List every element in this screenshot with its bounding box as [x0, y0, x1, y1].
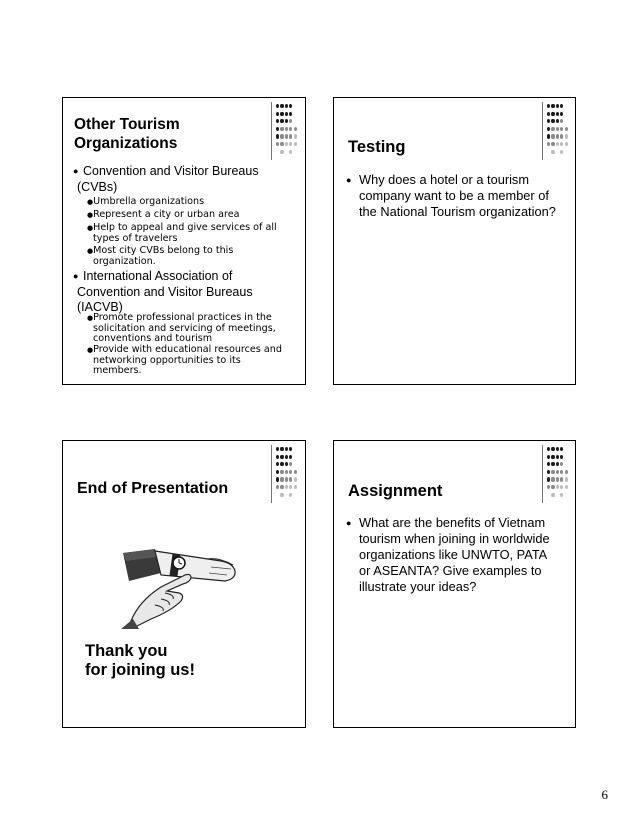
- closing-line-2: for joining us!: [85, 661, 195, 679]
- decorative-dot: [280, 112, 283, 116]
- decorative-dot: [289, 104, 292, 108]
- decorative-dot: [556, 455, 559, 459]
- decorative-dot: [289, 462, 292, 466]
- decorative-dot: [276, 142, 279, 146]
- decorative-divider-line: [271, 445, 272, 503]
- decorative-dot: [289, 455, 292, 459]
- subbullet-help-appeal: ●Help to appeal and give services of all types of travelers: [87, 222, 277, 244]
- decorative-dot: [565, 142, 568, 146]
- decorative-dot: [294, 134, 297, 138]
- decorative-dot: [285, 119, 288, 123]
- slide-title: Assignment: [348, 482, 443, 500]
- decorative-dot: [276, 470, 279, 474]
- decorative-dot: [560, 142, 563, 146]
- decorative-dot: [547, 477, 550, 481]
- decorative-dot: [560, 112, 563, 116]
- bullet-cvbs: ● Convention and Visitor Bureaus (CVBs): [73, 164, 259, 194]
- decorative-dot: [547, 119, 550, 123]
- decorative-dot: [556, 462, 559, 466]
- decorative-dot: [547, 470, 550, 474]
- decorative-dot: [551, 104, 554, 108]
- slide-title-line-1: Other Tourism: [74, 116, 180, 133]
- decorative-divider-line: [542, 445, 543, 503]
- decorative-dot: [276, 112, 279, 116]
- slide-other-tourism-organizations: [62, 97, 306, 385]
- page-number: 6: [601, 787, 608, 802]
- decorative-dot: [280, 447, 283, 451]
- decorative-dot: [551, 455, 554, 459]
- decorative-dot: [551, 150, 554, 154]
- decorative-dot: [280, 127, 283, 131]
- slide-testing: [333, 97, 576, 385]
- decorative-dot: [556, 470, 559, 474]
- decorative-dot: [289, 150, 292, 154]
- decorative-dot: [547, 134, 550, 138]
- decorative-dot: [560, 455, 563, 459]
- decorative-dot: [285, 142, 288, 146]
- decorative-dot: [556, 142, 559, 146]
- bullet-marker: ●: [87, 346, 94, 354]
- decorative-dot: [276, 477, 279, 481]
- closing-line-1: Thank you: [85, 642, 168, 660]
- decorative-dot: [556, 485, 559, 489]
- decorative-divider-line: [271, 102, 272, 160]
- decorative-dot: [551, 127, 554, 131]
- decorative-dot: [280, 142, 283, 146]
- decorative-dot: [560, 104, 563, 108]
- decorative-dot: [551, 112, 554, 116]
- bullet-iacvb: ● International Association of Convention and Visitor Bureaus (IACVB): [73, 269, 253, 314]
- decorative-dot: [285, 447, 288, 451]
- decorative-dot: [280, 455, 283, 459]
- decorative-dot: [560, 470, 563, 474]
- decorative-dot: [551, 470, 554, 474]
- decorative-dot: [289, 134, 292, 138]
- decorative-dot: [560, 134, 563, 138]
- decorative-dot: [285, 455, 288, 459]
- decorative-dot: [280, 150, 283, 154]
- decorative-dot: [280, 104, 283, 108]
- decorative-dot: [547, 127, 550, 131]
- decorative-dot: [285, 485, 288, 489]
- slide-assignment: [333, 440, 576, 728]
- decorative-dot: [547, 104, 550, 108]
- decorative-dot: [294, 477, 297, 481]
- decorative-dot: [289, 127, 292, 131]
- decorative-dot: [565, 134, 568, 138]
- decorative-dot: [289, 485, 292, 489]
- decorative-dot: [276, 134, 279, 138]
- decorative-dot: [280, 134, 283, 138]
- decorative-dot: [276, 104, 279, 108]
- decorative-dot: [276, 127, 279, 131]
- decorative-dot: [560, 119, 563, 123]
- slide-end-of-presentation: [62, 440, 306, 728]
- bullet-marker: ●: [87, 247, 94, 255]
- decorative-dot: [289, 477, 292, 481]
- decorative-dot: [285, 462, 288, 466]
- decorative-dot: [556, 112, 559, 116]
- decorative-dot: [560, 462, 563, 466]
- decorative-dot: [276, 462, 279, 466]
- decorative-dot: [280, 493, 283, 497]
- subbullet-umbrella: ●Umbrella organizations: [87, 196, 205, 207]
- decorative-dot: [551, 493, 554, 497]
- bullet-marker: ●: [73, 271, 79, 281]
- decorative-dot: [276, 447, 279, 451]
- decorative-dot: [280, 485, 283, 489]
- decorative-dot: [294, 127, 297, 131]
- bullet-marker: ●: [87, 224, 94, 232]
- decorative-dot: [551, 119, 554, 123]
- decorative-dot: [560, 447, 563, 451]
- hand-wristwatch-image: [121, 549, 241, 629]
- decorative-dot: [556, 104, 559, 108]
- decorative-dot: [285, 112, 288, 116]
- decorative-dot: [294, 470, 297, 474]
- decorative-dot: [551, 485, 554, 489]
- decorative-dot: [289, 142, 292, 146]
- decorative-dot: [556, 447, 559, 451]
- decorative-dot: [294, 142, 297, 146]
- decorative-dot: [547, 142, 550, 146]
- decorative-dot: [556, 477, 559, 481]
- decorative-dot: [280, 477, 283, 481]
- decorative-dot: [556, 134, 559, 138]
- subbullet-most-cvbs: ●Most city CVBs belong to this organization.: [87, 245, 234, 267]
- bullet-marker: ●: [87, 211, 94, 219]
- bullet-testing-question: ● Why does a hotel or a tourism company want to be a member of the National Tourism organization?: [346, 172, 556, 219]
- decorative-dot: [285, 104, 288, 108]
- decorative-dot: [285, 134, 288, 138]
- decorative-dot: [280, 119, 283, 123]
- decorative-dot: [280, 462, 283, 466]
- subbullet-educational-resources: ●Provide with educational resources and networking opportunities to its members.: [87, 344, 282, 377]
- decorative-dot: [289, 493, 292, 497]
- decorative-dot: [276, 485, 279, 489]
- decorative-dot: [547, 485, 550, 489]
- decorative-dot: [285, 470, 288, 474]
- bullet-marker: ●: [87, 198, 94, 206]
- decorative-dot: [276, 455, 279, 459]
- slide-title: End of Presentation: [77, 480, 229, 497]
- decorative-dot: [289, 470, 292, 474]
- decorative-dot: [560, 485, 563, 489]
- bullet-assignment-question: ● What are the benefits of Vietnam tourism when joining in worldwide organizations like UNWTO, PATA or ASEANTA? Give examples to illustrate your ideas?: [346, 515, 550, 594]
- bullet-marker: ●: [87, 314, 94, 322]
- decorative-dot: [551, 462, 554, 466]
- decorative-dot: [556, 119, 559, 123]
- decorative-dot: [560, 127, 563, 131]
- decorative-dot: [565, 470, 568, 474]
- decorative-dot: [289, 112, 292, 116]
- decorative-dot: [551, 134, 554, 138]
- decorative-dot: [547, 447, 550, 451]
- decorative-dot: [276, 119, 279, 123]
- subbullet-promote-practices: ●Promote professional practices in the solicitation and servicing of meetings, conventions and tourism: [87, 312, 276, 345]
- bullet-marker: ●: [73, 166, 79, 176]
- decorative-divider-line: [542, 102, 543, 160]
- bullet-marker: ●: [346, 175, 352, 185]
- decorative-dot: [560, 477, 563, 481]
- decorative-dot: [551, 477, 554, 481]
- decorative-dot: [560, 493, 563, 497]
- decorative-dot: [551, 447, 554, 451]
- decorative-dot: [289, 119, 292, 123]
- decorative-dot: [289, 447, 292, 451]
- slide-title-line-2: Organizations: [74, 135, 178, 152]
- decorative-dot: [565, 477, 568, 481]
- decorative-dot: [285, 477, 288, 481]
- decorative-dot: [547, 455, 550, 459]
- decorative-dot: [547, 112, 550, 116]
- decorative-dot: [285, 127, 288, 131]
- subbullet-represent-city: ●Represent a city or urban area: [87, 209, 240, 220]
- decorative-dot: [280, 470, 283, 474]
- bullet-marker: ●: [346, 518, 352, 528]
- decorative-dot: [547, 462, 550, 466]
- decorative-dot: [565, 127, 568, 131]
- decorative-dot: [565, 485, 568, 489]
- decorative-dot: [556, 127, 559, 131]
- decorative-dot: [294, 485, 297, 489]
- slide-title: Testing: [348, 138, 406, 156]
- decorative-dot: [560, 150, 563, 154]
- decorative-dot: [551, 142, 554, 146]
